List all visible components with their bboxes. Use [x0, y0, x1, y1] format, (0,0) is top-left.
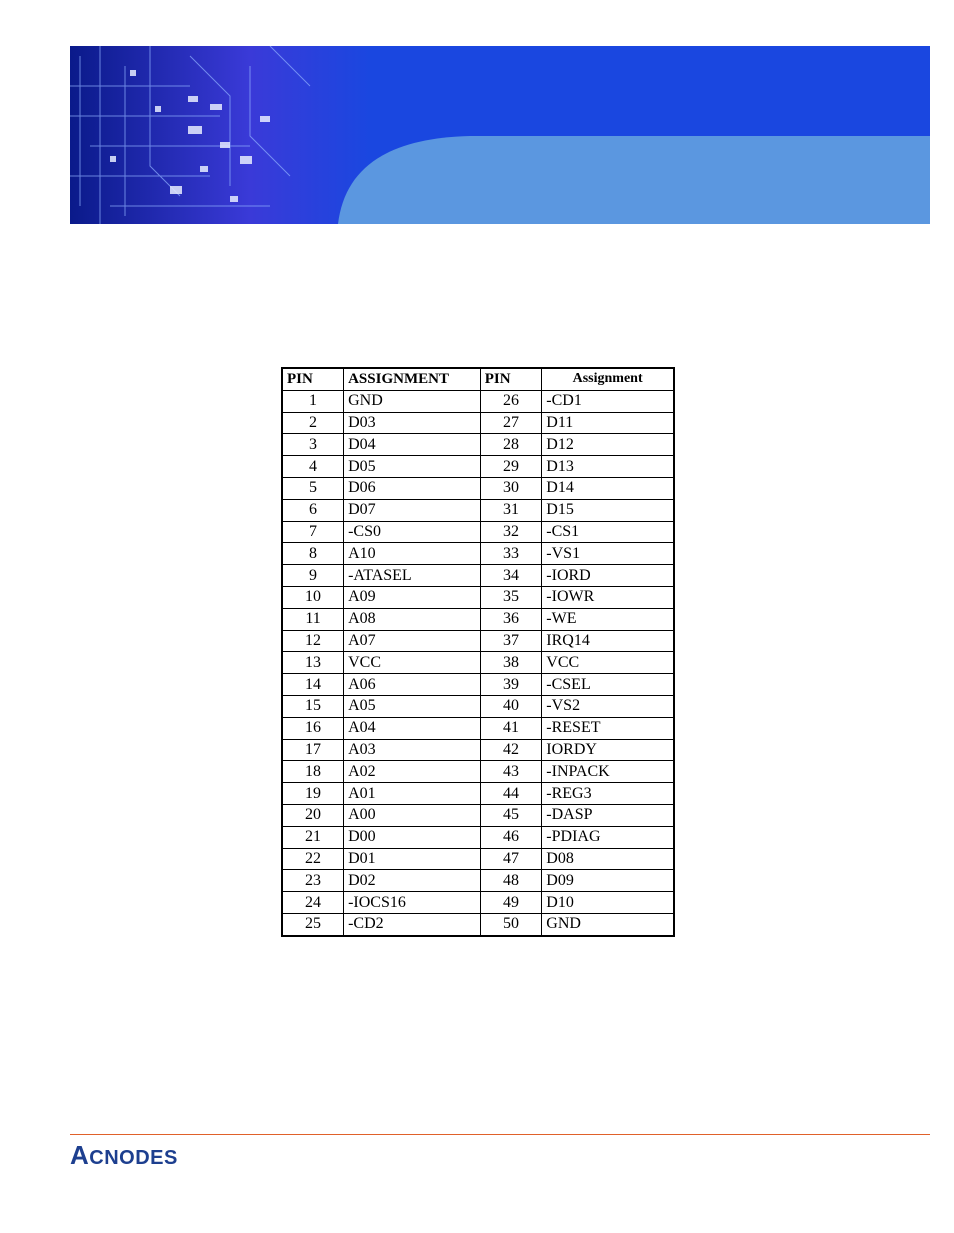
signal-assignment-cell: -DASP — [542, 804, 674, 826]
pin-number-cell: 50 — [480, 913, 542, 935]
pin-number-cell: 46 — [480, 826, 542, 848]
table-row — [282, 390, 674, 412]
pin-number-cell: 45 — [480, 804, 542, 826]
signal-assignment-cell: IRQ14 — [542, 630, 674, 652]
signal-assignment-cell: A09 — [344, 586, 481, 608]
signal-assignment-cell: -INPACK — [542, 761, 674, 783]
pin-number-cell: 4 — [282, 456, 344, 478]
acnodes-logo: ACNODES — [70, 1140, 178, 1170]
table-row — [282, 412, 674, 434]
signal-assignment-cell: D08 — [542, 848, 674, 870]
pin-number-cell: 8 — [282, 543, 344, 565]
signal-assignment-cell: A05 — [344, 695, 481, 717]
pin-number-cell: 49 — [480, 892, 542, 914]
signal-assignment-cell: A01 — [344, 783, 481, 805]
pin-number-cell: 15 — [282, 695, 344, 717]
signal-assignment-cell: A10 — [344, 543, 481, 565]
pin-number-cell: 36 — [480, 608, 542, 630]
pin-number-cell: 41 — [480, 717, 542, 739]
pin-number-cell: 48 — [480, 870, 542, 892]
signal-assignment-cell: -CS1 — [542, 521, 674, 543]
footer-divider — [70, 1134, 930, 1135]
pin-number-cell: 7 — [282, 521, 344, 543]
signal-assignment-cell: -IOWR — [542, 586, 674, 608]
table-row — [282, 456, 674, 478]
table-row — [282, 892, 674, 914]
pin-number-cell: 37 — [480, 630, 542, 652]
pin-number-cell: 35 — [480, 586, 542, 608]
signal-assignment-cell: D00 — [344, 826, 481, 848]
pin-number-cell: 16 — [282, 717, 344, 739]
signal-assignment-cell: -RESET — [542, 717, 674, 739]
pin-number-cell: 27 — [480, 412, 542, 434]
table-row — [282, 565, 674, 587]
signal-assignment-cell: -CS0 — [344, 521, 481, 543]
pin-number-cell: 26 — [480, 390, 542, 412]
signal-assignment-cell: D02 — [344, 870, 481, 892]
table-row — [282, 783, 674, 805]
signal-assignment-cell: -CD2 — [344, 913, 481, 935]
table-row — [282, 695, 674, 717]
pin-number-cell: 22 — [282, 848, 344, 870]
pin-number-cell: 47 — [480, 848, 542, 870]
table-body — [282, 390, 674, 935]
signal-assignment-cell: -VS1 — [542, 543, 674, 565]
signal-assignment-cell: D11 — [542, 412, 674, 434]
table-row — [282, 826, 674, 848]
pin-number-cell: 14 — [282, 674, 344, 696]
pin-number-cell: 19 — [282, 783, 344, 805]
signal-assignment-cell: D14 — [542, 477, 674, 499]
signal-assignment-cell: D07 — [344, 499, 481, 521]
pin-number-cell: 10 — [282, 586, 344, 608]
pin-number-cell: 12 — [282, 630, 344, 652]
pin-number-cell: 25 — [282, 913, 344, 935]
signal-assignment-cell: D04 — [344, 434, 481, 456]
table-row — [282, 674, 674, 696]
column-header-assignment: ASSIGNMENT — [344, 368, 481, 390]
table-header-row — [282, 368, 674, 390]
column-header-assignment: Assignment — [542, 368, 674, 390]
signal-assignment-cell: GND — [542, 913, 674, 935]
signal-assignment-cell: -IOCS16 — [344, 892, 481, 914]
column-header-pin: PIN — [480, 368, 542, 390]
pin-number-cell: 17 — [282, 739, 344, 761]
pin-number-cell: 40 — [480, 695, 542, 717]
signal-assignment-cell: D12 — [542, 434, 674, 456]
signal-assignment-cell: -PDIAG — [542, 826, 674, 848]
signal-assignment-cell: IORDY — [542, 739, 674, 761]
signal-assignment-cell: -REG3 — [542, 783, 674, 805]
signal-assignment-cell: -IORD — [542, 565, 674, 587]
pin-number-cell: 30 — [480, 477, 542, 499]
pin-number-cell: 31 — [480, 499, 542, 521]
banner-curve — [70, 46, 930, 224]
pin-number-cell: 18 — [282, 761, 344, 783]
signal-assignment-cell: -WE — [542, 608, 674, 630]
table-row — [282, 870, 674, 892]
table-row — [282, 804, 674, 826]
table-row — [282, 521, 674, 543]
table-row — [282, 477, 674, 499]
signal-assignment-cell: D05 — [344, 456, 481, 478]
pin-number-cell: 42 — [480, 739, 542, 761]
signal-assignment-cell: A00 — [344, 804, 481, 826]
pin-number-cell: 29 — [480, 456, 542, 478]
pin-number-cell: 6 — [282, 499, 344, 521]
signal-assignment-cell: -ATASEL — [344, 565, 481, 587]
pin-number-cell: 34 — [480, 565, 542, 587]
signal-assignment-cell: -CD1 — [542, 390, 674, 412]
signal-assignment-cell: GND — [344, 390, 481, 412]
signal-assignment-cell: D15 — [542, 499, 674, 521]
signal-assignment-cell: D01 — [344, 848, 481, 870]
signal-assignment-cell: A02 — [344, 761, 481, 783]
table-row — [282, 739, 674, 761]
signal-assignment-cell: D06 — [344, 477, 481, 499]
table-row — [282, 434, 674, 456]
pin-number-cell: 11 — [282, 608, 344, 630]
column-header-pin: PIN — [282, 368, 344, 390]
pin-number-cell: 3 — [282, 434, 344, 456]
pin-number-cell: 2 — [282, 412, 344, 434]
pin-number-cell: 28 — [480, 434, 542, 456]
pin-number-cell: 9 — [282, 565, 344, 587]
table-row — [282, 717, 674, 739]
signal-assignment-cell: D03 — [344, 412, 481, 434]
pin-number-cell: 20 — [282, 804, 344, 826]
signal-assignment-cell: A06 — [344, 674, 481, 696]
signal-assignment-cell: A04 — [344, 717, 481, 739]
pin-number-cell: 43 — [480, 761, 542, 783]
pin-number-cell: 23 — [282, 870, 344, 892]
table-row — [282, 630, 674, 652]
table-row — [282, 848, 674, 870]
pin-number-cell: 1 — [282, 390, 344, 412]
signal-assignment-cell: VCC — [344, 652, 481, 674]
signal-assignment-cell: D09 — [542, 870, 674, 892]
table-row — [282, 913, 674, 935]
signal-assignment-cell: A03 — [344, 739, 481, 761]
header-banner — [70, 46, 930, 224]
signal-assignment-cell: -VS2 — [542, 695, 674, 717]
table-row — [282, 499, 674, 521]
table-row — [282, 761, 674, 783]
pin-number-cell: 21 — [282, 826, 344, 848]
table-row — [282, 586, 674, 608]
pin-number-cell: 44 — [480, 783, 542, 805]
signal-assignment-cell: -CSEL — [542, 674, 674, 696]
signal-assignment-cell: A08 — [344, 608, 481, 630]
pin-number-cell: 13 — [282, 652, 344, 674]
pin-number-cell: 39 — [480, 674, 542, 696]
signal-assignment-cell: D10 — [542, 892, 674, 914]
signal-assignment-cell: A07 — [344, 630, 481, 652]
table-row — [282, 543, 674, 565]
pin-number-cell: 38 — [480, 652, 542, 674]
pin-number-cell: 5 — [282, 477, 344, 499]
pin-number-cell: 32 — [480, 521, 542, 543]
pin-number-cell: 33 — [480, 543, 542, 565]
signal-assignment-cell: D13 — [542, 456, 674, 478]
table-row — [282, 608, 674, 630]
pin-number-cell: 24 — [282, 892, 344, 914]
table-row — [282, 652, 674, 674]
pin-assignment-table — [281, 367, 675, 937]
signal-assignment-cell: VCC — [542, 652, 674, 674]
